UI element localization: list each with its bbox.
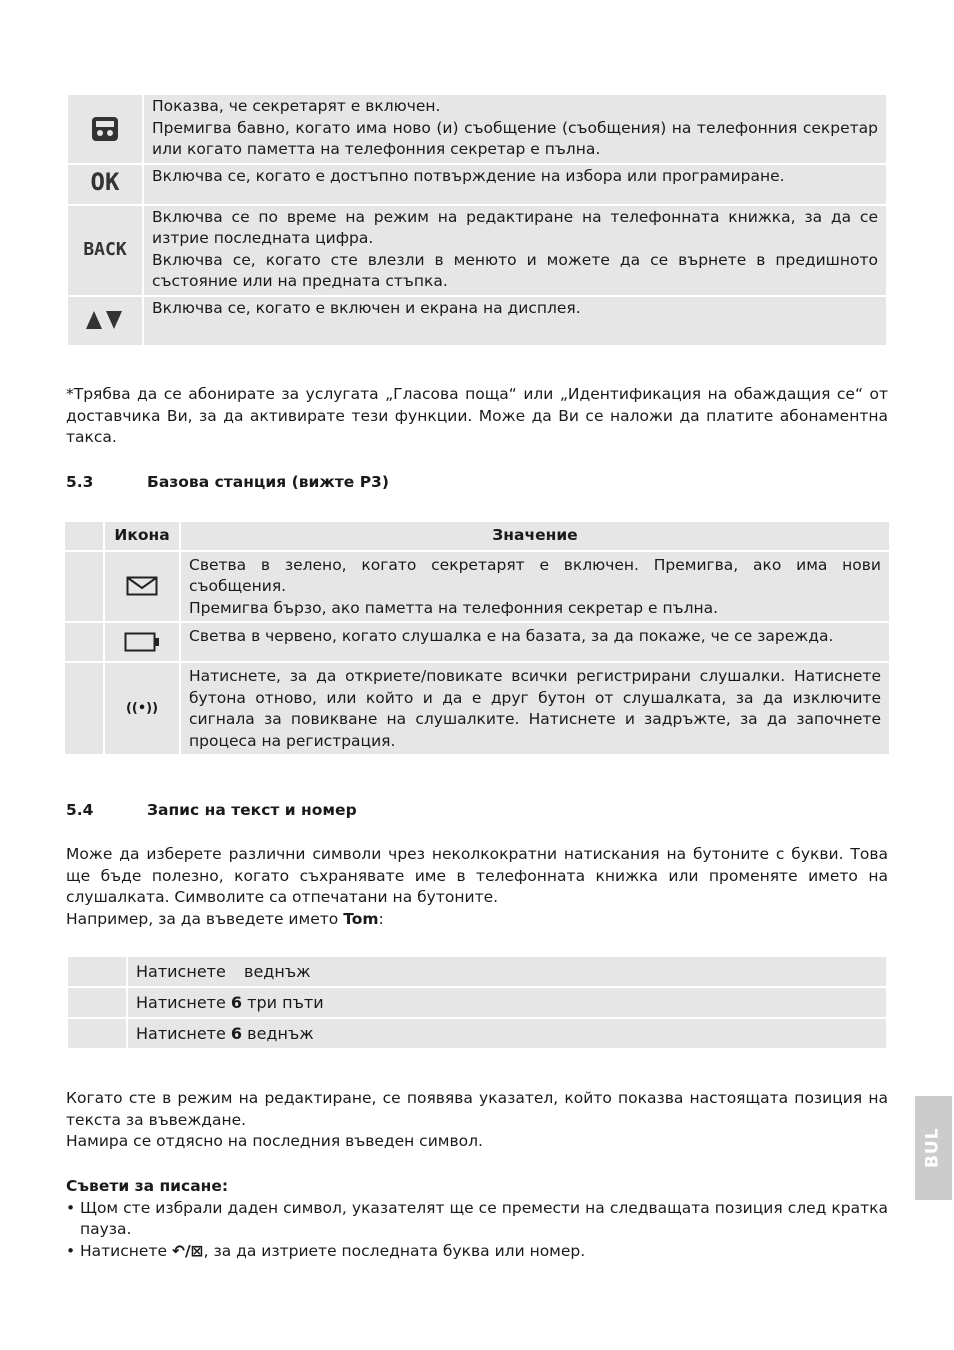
icon-cell xyxy=(105,623,179,661)
icon-cell xyxy=(68,95,142,163)
step-cell xyxy=(128,988,886,1017)
empty-cell xyxy=(65,663,103,754)
step-press: Натиснете xyxy=(136,961,226,981)
table-row xyxy=(68,957,886,986)
tips-list xyxy=(66,1198,888,1263)
description-line: Премигва бавно, когато има ново (и) съобщение (съобщения) на телефонния секретар или когато паметта на телефонния секретар е пълна. xyxy=(152,118,878,158)
battery-icon xyxy=(124,632,160,652)
description-cell xyxy=(181,552,889,622)
table-row xyxy=(68,1019,886,1048)
step-press: Натиснете xyxy=(136,992,226,1012)
back-delete-key-icon: ↶/⊠ xyxy=(171,1241,204,1260)
ok-icon: OK xyxy=(90,167,120,196)
description-cell xyxy=(144,297,886,345)
editing-text: Когато сте в режим на редактиране, се появява указател, който показва настоящата позиция на текста за въвеждане. xyxy=(66,1089,888,1129)
description-line: Включва се по време на режим на редактиране на телефонната книжка, за да се изтрие последната цифра. xyxy=(152,207,878,247)
editing-text-2: Намира се отдясно на последния въведен символ. xyxy=(66,1132,483,1150)
description-cell xyxy=(144,206,886,295)
step-cell xyxy=(128,957,886,986)
section-number: 5.4 xyxy=(66,801,94,819)
description-line: Включва се, когато е достъпно потвърждение на избора или програмиране. xyxy=(152,166,785,185)
table-row xyxy=(68,95,886,163)
table-row xyxy=(68,297,886,345)
intro-text: Може да изберете различни символи чрез неколкократни натискания на бутоните с букви. Това ще бъде полезно, когато съхранявате име в телефонната книжка или променяте името на слушалката. Символите са отпечатани на бутоните. xyxy=(66,845,888,906)
empty-cell xyxy=(65,522,103,550)
description-cell xyxy=(144,165,886,204)
table-row xyxy=(65,552,889,622)
table-row xyxy=(65,663,889,754)
table-header-row xyxy=(65,522,889,550)
tips-title: Съвети за писане: xyxy=(66,1177,229,1195)
description-cell xyxy=(181,623,889,661)
step-count: веднъж xyxy=(247,1023,314,1043)
tip-prefix: Натиснете xyxy=(80,1241,172,1260)
icon-cell xyxy=(105,663,179,754)
section-title: Базова станция (вижте P3) xyxy=(147,473,389,491)
language-tab xyxy=(915,1096,952,1200)
section-number: 5.3 xyxy=(66,473,94,491)
step-count: три пъти xyxy=(247,992,324,1012)
tips-section xyxy=(66,1176,888,1262)
icon-cell xyxy=(68,206,142,295)
description-line: Показва, че секретарят е включен. xyxy=(152,97,441,115)
step-press: Натиснете xyxy=(136,1023,226,1043)
description-line: Премигва бързо, ако паметта на телефонния секретар е пълна. xyxy=(189,598,719,617)
table-row xyxy=(65,623,889,661)
envelope-icon xyxy=(126,576,158,596)
table-row xyxy=(68,165,886,204)
example-prefix: Например, за да въведете името xyxy=(66,909,344,928)
empty-cell xyxy=(65,552,103,622)
description-line: Включва се, когато сте влезли в менюто и можете да се върнете в предишното състояние или на предната стъпка. xyxy=(152,250,878,290)
language-tab-label: BUL xyxy=(922,1127,943,1169)
empty-cell xyxy=(65,623,103,661)
description-line: Светва в зелено, когато секретарят е включен. Премигва, ако има нови съобщения. xyxy=(189,555,881,595)
header-icon: Икона xyxy=(105,522,179,550)
example-name: Tom xyxy=(343,909,379,928)
step-key: 6 xyxy=(230,1023,243,1043)
display-icons-table xyxy=(66,93,888,347)
description-cell xyxy=(144,95,886,163)
header-meaning: Значение xyxy=(181,522,889,550)
table-row xyxy=(68,988,886,1017)
section-title: Запис на текст и номер xyxy=(147,801,357,819)
answering-machine-icon xyxy=(91,116,119,142)
steps-table xyxy=(66,955,888,1050)
description-line: Включва се, когато е включен и екрана на дисплея. xyxy=(152,298,581,317)
description-line: Натиснете, за да откриете/повикате всички регистрирани слушалки. Натиснете бутона отново, или който и да е друг бутон от слушалката, за да изключите сигнала за повикване на слушалките. Натиснете и задръжте, за да започнете процеса на регистрация. xyxy=(189,667,881,750)
description-cell xyxy=(181,663,889,754)
up-down-arrows-icon xyxy=(84,310,126,330)
step-cell xyxy=(128,1019,886,1048)
footnote xyxy=(66,384,888,449)
empty-cell xyxy=(68,957,126,986)
icon-cell xyxy=(68,165,142,204)
example-line xyxy=(66,909,888,931)
description-line: Светва в червено, когато слушалка е на базата, за да покаже, че се зарежда. xyxy=(189,627,834,645)
base-station-table xyxy=(63,520,891,756)
list-item xyxy=(66,1241,888,1263)
example-suffix: : xyxy=(378,909,384,928)
icon-cell xyxy=(105,552,179,622)
tip-suffix: , за да изтриете последната буква или номер. xyxy=(203,1241,586,1260)
table-row xyxy=(68,206,886,295)
footnote-text: *Трябва да се абонирате за услугата „Гласова поща“ или „Идентификация на обаждащия се“ от доставчика Ви, за да активирате тези функции. Може да Ви се наложи да платите абонаментна такса. xyxy=(66,385,888,446)
list-item: • Щом сте избрали даден символ, указателят ще се премести на следващата позиция след кратка пауза. xyxy=(66,1198,888,1241)
paging-icon: ((•)) xyxy=(125,701,159,717)
back-icon: BACK xyxy=(83,238,127,260)
editing-paragraph xyxy=(66,1088,888,1153)
icon-cell xyxy=(68,297,142,345)
step-count: веднъж xyxy=(244,961,311,981)
empty-cell xyxy=(68,988,126,1017)
step-key: 6 xyxy=(230,992,243,1012)
intro-paragraph xyxy=(66,844,888,930)
empty-cell xyxy=(68,1019,126,1048)
